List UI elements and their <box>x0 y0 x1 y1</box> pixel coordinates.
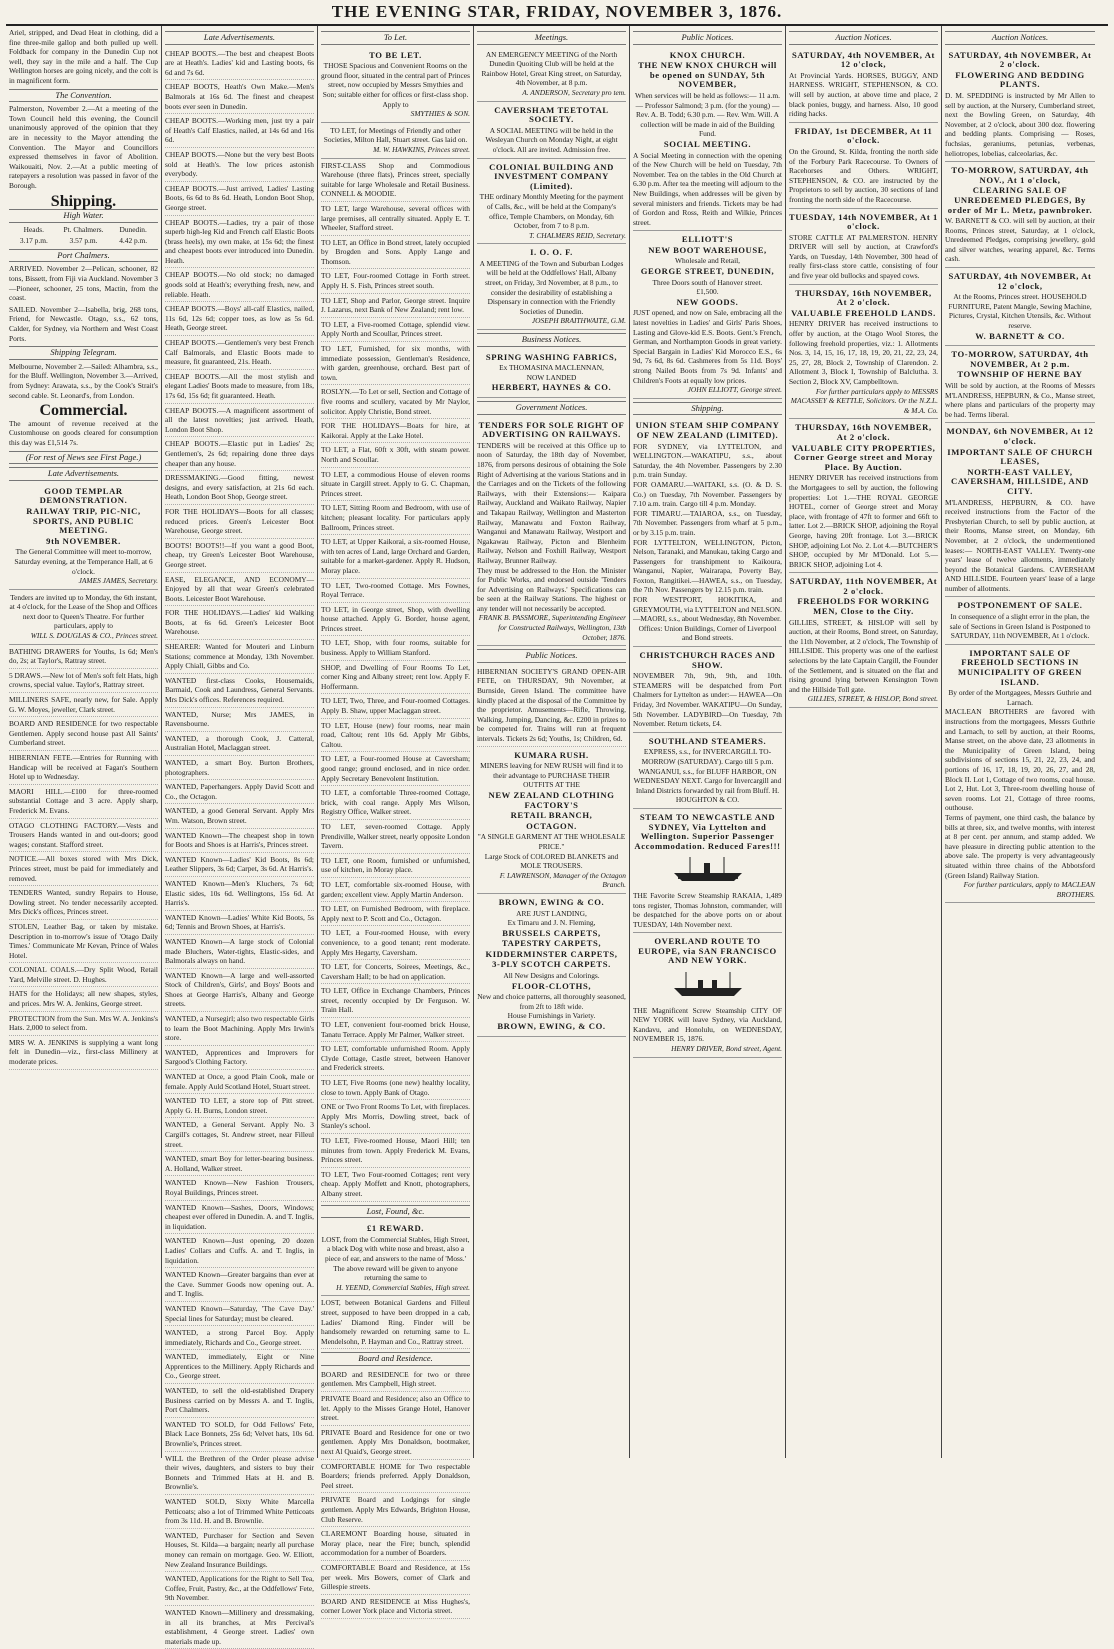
tenders-ad: Tenders are invited up to Monday, the 6th instant, at 4 o'clock, for the Lease of the Shop and Offices next door to Queen's Theatre. For further particulars, apply to WILL S. DOUGLAS & CO., Princes street. <box>9 590 158 645</box>
lost-found-heading: Lost, Found, &c. <box>321 1205 470 1219</box>
quoiting-meeting: AN EMERGENCY MEETING of the North Dunedin Quoiting Club will be held at the Rainbow Hotel, Great King street, on Saturday, 4th November, at 8 p.m. A. ANDERSON, Secretary pro tem. <box>477 47 626 102</box>
high-water-heading: High Water. <box>9 209 158 223</box>
to-let-ad: TO LET, House (new) four rooms, near main road, Caltou; rent 10s 6d. Apply Mr Gibbs, Caltou. <box>321 719 470 753</box>
classified-ad: BOOTS! BOOTS!!—If you want a good Boot, cheap, try Green's Leicester Boot Warehouse, George street. <box>165 539 314 573</box>
small-ad: OTAGO CLOTHING FACTORY.—Vests and Trousers Hands wanted in and out-doors; good wages; constant. Stafford street. <box>9 819 158 853</box>
sailed-text: SAILED. November 2—Isabella, brig, 268 tons, Friend, for Newcastle. Otago, s.s., 62 tons, Calder, for Sydney, via Northern and West Coast Ports. <box>9 304 158 343</box>
classified-ad: WANTED, Nurse; Mrs JAMES, in Ravensbourne. <box>165 708 314 732</box>
board-ad: PRIVATE Board and Residence for one or two gentlemen. Apply Mrs Donaldson, bootmaker, next Al Quaid's, George street. <box>321 1426 470 1460</box>
classified-ad: WANTED Known—Greater bargains than ever at the Cave. Summer Goods now opening out. A. and T. Inglis. <box>165 1268 314 1302</box>
classified-ad: CHEAP BOOTS.—All the most stylish and elegant Ladies' Boots made to measure, from 18s, 17s 6d, 15s 6d; fit guaranteed. Heath. <box>165 370 314 404</box>
herne-bay-auction: TO-MORROW, SATURDAY, 4th NOVEMBER, At 2 p.m. TOWNSHIP OF HERNE BAY Will be sold by auction, at the Rooms of Messrs M'LANDRESS, HEPBURN, & Co., Manse street, where plans and particulars of the property may be had. Terms liberal. <box>945 346 1095 423</box>
commercial-text: The amount of revenue received at the Customhouse on goods cleared for consumption this day was £1,514 7s. <box>9 418 158 447</box>
classified-ad: WANTED SOLD, Sixty White Marcella Petticoats; also a lot of Trimmed White Petticoats from 3s 11d. H. and B. Brownlie. <box>165 1495 314 1529</box>
hillside-auction: SATURDAY, 11th NOVEMBER, At 2 o'clock. FREEHOLDS FOR WORKING MEN, Close to the City. GILLIES, STREET, & HISLOP will sell by auction, at their Rooms, Bond street, on Saturday, the 11th November, at 2 o'clock, The Township of HILLSIDE. This property was one of the earliest selections by the late Captain Cargill, the Founder of the Settlement, and is situated on the flat and rising ground lying between Kensington Town and the Hillside Toll gate. GILLIES, STREET, & HISLOP, Bond street. <box>789 573 938 708</box>
elliott-ad: ELLIOTT'S NEW BOOT WAREHOUSE, Wholesale and Retail, GEORGE STREET, DUNEDIN, Three Doors south of Hanover street. £1,500. NEW GOODS. JUST opened, and now on Sale, embracing all the latest novelties in Ladies' and Girls' Paris Shoes, Lasting and Glove-kid E.S. Boots. Gent.'s French, German, and Northampton Goods in great variety. Special Bargain in Ladies' Kid Morocco E.S., 6s 9d, 7s 6d, 8s 6d. Cashmeres from 5s 11d. Boys' strong Nailed Boots from 7s 9d. Infants' and Children's Foots at equally low prices. JOHN ELLIOTT, George street. <box>633 231 782 399</box>
to-let-ad: TO LET, a Four-roomed House, with every convenience, to a good tenant; rent moderate. Apply Mrs Hegarty, Caversham. <box>321 926 470 960</box>
to-let-ad: TO LET, comfortable unfurnished Room. Apply Clyde Cottage, Castle street, between Hanover and Frederick streets. <box>321 1042 470 1076</box>
classified-ad: CHEAP BOOTS.—Just arrived, Ladies' Lasting Boots, 6s 6d to 8s 6d. Heath, London Boot Shop, George street. <box>165 182 314 216</box>
classified-ad: WANTED Known—Sashes, Doors, Windows; cheapest ever offered in Dunedin. A. and T. Inglis, in liquidation. <box>165 1201 314 1235</box>
to-let-ad: TO LET, at Upper Kaikorai, a six-roomed House, with ten acres of Land, large Orchard and Garden, suitable for a market-gardener. Apply R. Hudson, Moray place. <box>321 535 470 578</box>
cattle-auction: TUESDAY, 14th NOVEMBER, At 1 o'clock. STORE CATTLE AT PALMERSTON. HENRY DRIVER will sell by auction, at Crawford's Yards, on Tuesday, 14th November, 300 head of really first-class store cattle, consisting of four and five year old bullocks and spayed cows. <box>789 209 938 285</box>
to-let-ad: TO LET, Shop and Parlor, George street. Inquire J. Lazarus, next Bank of New Zealand; rent low. <box>321 294 470 318</box>
classified-ad: CHEAP BOOTS.—Boys' all-calf Elastics, nailed, 11s 6d, 12s 6d; copper toes, as low as 5s 6d. Heath, George street. <box>165 302 314 336</box>
classified-ad: WANTED Known—A large stock of Colonial made Bluchers, Water-tights, Elastic-sides, and Balmorals always on hand. <box>165 935 314 969</box>
racing-intro: Ariel, stripped, and Dead Heat in clothing, did a fine three-mile gallop and both pulled up well. Foldback for company in the Dunedin Cup not well, they say in the mile and a half. The Cup Wellington horses are going nicely, and the colt is in magnificent form. <box>9 28 158 85</box>
columns <box>6 26 1108 1646</box>
small-ad: HIBERNIAN FETE.—Entries for Running with Handicap will be received at Fagan's Southern Hotel up to Wednesday. <box>9 751 158 785</box>
business-heading: Business Notices. <box>477 333 626 347</box>
classified-ad: DRESSMAKING.—Good fitting, newest designs, and every satisfaction, at 21s 6d each. Heath, London Boot Shop, George street. <box>165 471 314 505</box>
public-heading: Public Notices. <box>477 649 626 663</box>
reward-ad: £1 REWARD. LOST, from the Commercial Stables, High Street, a black Dog with white nose and breast, also a piece of ear, and answers to the name of 'Moss.' The above reward will be given to anyone returning the same to H. YEEND, Commercial Stables, High street. <box>321 1220 470 1296</box>
classified-ad: WANTED Known—Just opening, 20 dozen Ladies' Collars and Cuffs. A. and T. Inglis, in liquidation. <box>165 1234 314 1268</box>
classified-ad: WANTED, to sell the old-established Drapery Business carried on by Messrs A. and T. Inglis, Port Chalmers. <box>165 1384 314 1418</box>
plants-auction: SATURDAY, 4th NOVEMBER, At 2 o'clock. FLOWERING AND BEDDING PLANTS. D. M. SPEDDING is instructed by Mr Allen to sell by auction, at the Nursery, Cumberland street, next the Bowling Green, on Saturday, 4th November, at 2 o'clock, about 300 doz. flowering and bedding plants. Comprising — Roses, fuchsias, geraniums, petunias, verbenas, heliotropes, lobelias, calceolarias, &c. <box>945 47 1095 163</box>
to-let-ad: TO LET, Shop, with four rooms, suitable for business. Apply to William Stanford. <box>321 636 470 660</box>
classified-ad: CHEAP BOOTS.—Working men, just try a pair of Heath's Calf Elastics, nailed, at 14s 6d and 16s 6d. <box>165 114 314 148</box>
port-heading: Port Chalmers. <box>9 249 158 263</box>
classified-ad: WANTED, a smart Boy. Burton Brothers, photographers. <box>165 756 314 780</box>
column-2 <box>162 26 318 1646</box>
classified-ad: WANTED Known—Ladies' Kid Boots, 8s 6d; Leather Slippers, 3s 6d; Carpet, 3s 6d. At Harris's. <box>165 853 314 877</box>
late-ads-heading: Late Advertisements. <box>9 467 158 481</box>
classified-ad: CHEAP BOOTS.—Ladies, try a pair of those superb high-leg Kid and French calf Elastic Boots (brass heels), my own make, at 15s 6d; the finest and cheapest boots ever introduced into Dunedin. Heath. <box>165 216 314 269</box>
to-let-ad: TO LET, an Office in Bond street, lately occupied by Brogden and Sons. Apply Lange and Thomson. <box>321 236 470 270</box>
to-let-ad: TO LET, a comfortable Three-roomed Cottage, brick, with coal range. Apply Mrs Wilson, Registry Office, Walker street. <box>321 786 470 820</box>
lost-ring-ad: LOST, between Botanical Gardens and Filleul street, supposed to have been dropped in a cab, Ladies' Diamond Ring. Finder will be handsomely rewarded on returning same to L. Mendelsohn, P. Hayman and Co., Rattray street. <box>321 1296 470 1349</box>
christchurch-races-ad: CHRISTCHURCH RACES AND SHOW. NOVEMBER 7th, 9th, 9th, and 10th. STEAMERS will be despatched from Port Chalmers for Lyttelton as under:— HAWEA—On Friday, 3rd November. WAKATIPU—On Sunday, 5th November. LADYBIRD—On Tuesday, 7th November. Return tickets, £4. <box>633 647 782 733</box>
column-1 <box>6 26 162 1458</box>
classified-ad: WANTED Known—A large and well-assorted Stock of Children's, Girls', and Boys' Boots and Shoes at George Harris's, Albany and George streets. <box>165 969 314 1012</box>
union-steam-ad: UNION STEAM SHIP COMPANY OF NEW ZEALAND (LIMITED). FOR SYDNEY, via LYTTELTON, and WELLINGTON.—WAKATIPU, s.s., about Saturday, the 4th November. Passengers by 2.30 p.m. train Sunday. FOR OAMARU.—WAITAKI, s.s. (O. & D. S. Co.) on Tuesday, 7th November. Passengers by 7.10 a.m. train. Cargo till 4 p.m. Monday. FOR TIMARU.—TAIAROA, s.s., on Tuesday, 7th November. Passengers from wharf at 5 p.m., or by 3.15 p.m. train. FOR LYTTELTON, WELLINGTON, Picton, Nelson, Taranaki, and Manukau, taking Cargo and Passengers for transhipment to Kaikoura, Wanganui, Napier, Wairarapa, Poverty Bay, Foxton, Rangitikei.—HAWEA, s.s., on Tuesday, the 7th Nov. Passengers by 12.15 p.m. train. FOR WESTPORT, HOKITIKA, and GREYMOUTH, via LYTTELTON and NELSON.—MAORI, s.s., about Wednesday, 8th November. Offices: Union Buildings, Corner of Liverpool and Bond streets. <box>633 417 782 647</box>
to-let-ad: TO LET, Two, Three, and Four-roomed Cottages. Apply B. Shaw, upper Maclaggan street. <box>321 694 470 718</box>
board-ad: BOARD AND RESIDENCE at Miss Hughes's, corner Lower York place and Victoria street. <box>321 1595 470 1619</box>
teetotal-meeting: CAVERSHAM TEETOTAL SOCIETY. A SOCIAL MEETING will be held in the Wesleyan Church on Monday Night, at eight o'clock. All are invited. Admission free. <box>477 102 626 159</box>
classified-ad: SHEARER: Wanted for Mouteri and Linburn Stations; commence at Monday, 13th November. Apply Chiall, Gibbs and Co. <box>165 640 314 674</box>
to-let-ad: ONE or Two Front Rooms To Let, with fireplaces. Apply Mrs Morris, Dowling street, back of Stanley's school. <box>321 1100 470 1134</box>
board-list <box>321 1368 470 1619</box>
masthead: THE EVENING STAR, FRIDAY, NOVEMBER 3, 1876. <box>6 0 1108 26</box>
classified-ad: EASE, ELEGANCE, AND ECONOMY—Enjoyed by all that wear Green's celebrated Boots. Leicester Boot Warehouse. <box>165 573 314 607</box>
telegram-heading: Shipping Telegram. <box>9 346 158 360</box>
board-ad: BOARD and RESIDENCE for two or three gentlemen. Mrs Campbell, High street. <box>321 1368 470 1392</box>
convention-text: Palmerston, November 2.—At a meeting of the Town Council held this evening, the Council unanimously approved of the opinion that they are in necessity to the Mayor attending the Convention. The Mayor and Councillors expressed themselves in favor of Abolition. Waikouaiti, Nov. 2.—At a public meeting of ratepayers a resolution was passed in favor of the Borough. <box>9 104 158 190</box>
gov-heading: Government Notices. <box>477 401 626 415</box>
board-ad: COMFORTABLE Board and Residence, at 15s per week. Mrs Bowers, corner of Clark and Gillespie streets. <box>321 1561 470 1595</box>
to-let-ad: TO LET, a Four-roomed House at Caversham; good range; ground enclosed, and in nice order. Apply Secretary Benevolent Institution. <box>321 752 470 786</box>
to-let-ad: TO LET, large Warehouse, several offices with large premises, all centrally situated. Apply E. T. Wheeler, Stafford street. <box>321 202 470 236</box>
small-ad: HATS for the Holidays; all new shapes, styles, and prices. Mrs W. A. Jenkins, George street. <box>9 987 158 1011</box>
to-let-ad: TO LET, on Furnished Bedroom, with fireplace. Apply next to P. Scott and Co., Octagon. <box>321 902 470 926</box>
classified-ad: FOR THE HOLIDAYS.—Ladies' kid Walking Boots, at 6s 6d. Green's Leicester Boot Warehouse. <box>165 606 314 640</box>
classified-ad: WANTED, Apprentices and Improvers for Sargood's Clothing Factory. <box>165 1046 314 1070</box>
late-ads-heading-2: Late Advertisements. <box>165 31 314 45</box>
furniture-auction: SATURDAY, 4th NOVEMBER, At 12 o'clock, At the Rooms, Princes street. HOUSEHOLD FURNITURE, Patent Mangle, Sewing Machine, Pictures, Crystal, Kitchen Utensils, &c. Without reserve. W. BARNETT & CO. <box>945 268 1095 346</box>
southland-ad: SOUTHLAND STEAMERS. EXPRESS, s.s., for INVERCARGILL TO-MORROW (SATURDAY). Cargo till 5 p.m. WANGANUI, s.s., for BLUFF HARBOR, ON WEDNESDAY NEXT. Cargo for Invercargill and Inland Districts forwarded by rail from Bluff. H. HOUGHTON & CO. <box>633 733 782 809</box>
column-4 <box>474 26 630 1458</box>
to-let-ad: TO LET, Four-roomed Cottage in Forth street. Apply H. S. Fish, Princes street south. <box>321 269 470 293</box>
classified-ad: WANTED at Once, a good Plain Cook, male or female. Apply Auld Scotland Hotel, Stuart street. <box>165 1070 314 1094</box>
board-ad: CLAREMONT Boarding house, situated in Moray place, near the Fire; bunch, splendid accommodation for a number of Boarders. <box>321 1527 470 1561</box>
classified-ad: WANTED, Paperhangers. Apply David Scott and Co., the Octagon. <box>165 780 314 804</box>
small-ad: 5 DRAWS.—New lot of Men's soft felt Hats, high crowns, special value. Taylor's, Rattray street. <box>9 669 158 693</box>
classified-ad: WANTED, a Nursegirl; also two respectable Girls to learn the Boot Machining. Apply Mrs Irwin's store. <box>165 1012 314 1046</box>
board-ad: COMFORTABLE HOME for Two respectable Boarders; friends preferred. Apply Donaldson, Peel street. <box>321 1460 470 1494</box>
classified-ad: WANTED Known—Ladies' White Kid Boots, 5s 6d; Tennis and Brown Shoes, at Harris's. <box>165 911 314 935</box>
classified-ad: CHEAP BOOTS.—No old stock; no damaged goods sold at Heath's; everything fresh, new, and reliable. Heath. <box>165 268 314 302</box>
to-let-ad: TO LET, Two-roomed Cottage. Mrs Fownes, Royal Terrace. <box>321 579 470 603</box>
classified-ad: WANTED, smart Boy for letter-bearing business. A. Holland, Walker street. <box>165 1152 314 1176</box>
to-let-heading: To Let. <box>321 31 470 45</box>
classified-ad: CHEAP BOOTS.—None but the very best Boots sold at Heath's. The low prices astonish everybody. <box>165 148 314 182</box>
to-let-ad: TO LET, Furnished, for six months, with immediate possession, Gentleman's Residence, with garden, greenhouse, orchard. Best part of town. <box>321 342 470 385</box>
to-let-ad: TO LET, Office in Exchange Chambers, Princes street, recently occupied by Dr Ferguson. W. Train Hall. <box>321 984 470 1018</box>
shipping-heading: Shipping. <box>50 192 117 210</box>
classified-ad: WANTED Known—New Fashion Trousers, Royal Buildings, Princes street. <box>165 1176 314 1200</box>
news-note: (For rest of News see First Page.) <box>9 451 158 465</box>
kumara-ad: KUMARA RUSH. MINERS leaving for NEW RUSH will find it to their advantage to PURCHASE THEIR OUTFITS AT THE NEW ZEALAND CLOTHING FACTORY'S RETAIL BRANCH, OCTAGON. "A SINGLE GARMENT AT THE WHOLESALE PRICE." Large Stock of COLORED BLANKETS and MOLE TROUSERS. F. LAWRENSON, Manager of the Octagon Branch. <box>477 747 626 894</box>
classified-ad: WANTED Known—The cheapest shop in town for Boots and Shoes is at Harris's, Princes street. <box>165 829 314 853</box>
to-let-ad: TO LET, comfortable six-roomed House, with garden; excellent view. Apply Martin Anderson. <box>321 878 470 902</box>
to-let-ad: TO LET, for Concerts, Soirees, Meetings, &c., Caversham Hall; to be had on application. <box>321 960 470 984</box>
arrived-text: ARRIVED. November 2—Pelican, schooner, 82 tons, Bissett, from Fiji via Auckland. November 3—Pioneer, schooner, 25 tons, Mactin, from the coast. <box>9 264 158 303</box>
to-let-ad: TO LET, Sitting Room and Bedroom, with use of kitchen; pleasant locality. For particulars apply Ballroom, Princes street. <box>321 501 470 535</box>
classified-ad: CHEAP BOOTS.—Elastic put in Ladies' 2s; Gentlemen's, 2s 6d; repairing done three days cheaper than any house. <box>165 437 314 471</box>
small-ad: BOARD AND RESIDENCE for two respectable Gentlemen. Apply second house past All Saints' Cumberland street. <box>9 717 158 751</box>
column-7 <box>942 26 1098 1458</box>
to-let-ad: TO LET, one Room, furnished or unfurnished, use of kitchen, in Moray place. <box>321 854 470 878</box>
hibernian-fete: HIBERNIAN SOCIETY'S GRAND OPEN-AIR FETE, on THURSDAY, 9th November, at Burnside, Green Island. The committee have kindly placed at the disposal of the Committee by the proprietor. Amusements—Rifle, Throwing, Walking, Jumping, Dancing, &c. £200 in prizes to be competed for. Trains will run at frequent intervals. Tickets 2s 6d; Youths, 1s; Children, 6d. <box>477 665 626 747</box>
classified-ad: FOR THE HOLIDAYS—Boots for all classes; reduced prices. Green's Leicester Boot Warehouse, George street. <box>165 505 314 539</box>
small-ad: MAORI HILL.—£100 for three-roomed substantial Cottage and 3 acre. Apply sharp, Frederick M. Evans. <box>9 785 158 819</box>
to-let-ad: TO LET, seven-roomed Cottage. Apply Prendiville, Walker street, nearly opposite London Tavern. <box>321 820 470 854</box>
column-3 <box>318 26 474 1616</box>
to-let-ad: TO LET, Two Four-roomed Cottages; rent very cheap. Apply Moffett and Knott, photographers, Albany street. <box>321 1168 470 1202</box>
auction-heading-2: Auction Notices. <box>945 31 1095 45</box>
horses-auction: SATURDAY, 4th NOVEMBER, At 12 o'clock, At Provincial Yards. HORSES, BUGGY, AND HARNESS. WRIGHT, STEPHENSON, & CO. will sell by auction, at above time and place, 2 black ponies, buggy, and harness. Also, 10 good riding hacks. <box>789 47 938 123</box>
to-let-ad: TO LET, a Five-roomed Cottage, splendid view. Apply North and Scoullar, Princes street. <box>321 318 470 342</box>
small-ad: STOLEN, Leather Bag, or taken by mistake. Description in to-morrow's issue of 'Otago Daily Times.' Communicate Mr Kevan, Prince of Wales Hotel. <box>9 920 158 963</box>
steamship-icon <box>668 855 748 885</box>
telegram-text: Melbourne, November 2.—Sailed: Alhambra, s.s., for the Bluff. Wellington, November 3.—Arrived, from Sydney: Arawata, s.s., by the Cook's Strait's second cable. St. Leonard's, from London. <box>9 361 158 400</box>
to-let-ad: TO LET, a Flat, 60ft x 30ft, with steam power. North and Scoullar. <box>321 443 470 467</box>
pledges-auction: TO-MORROW, SATURDAY, 4th NOV., At 1 o'clock, CLEARING SALE OF UNREDEEMED PLEDGES, By order of Mr L. Metz, pawnbroker. W. BARNETT & CO. will sell by auction, at their Rooms, Princes street, Saturday, at 1 o'clock, Unredeemed Pledges, comprising jewellery, gold and silver watches, wearing apparel, &c. Terms cash. <box>945 162 1095 268</box>
railway-tender: TENDERS FOR SOLE RIGHT OF ADVERTISING ON RAILWAYS. TENDERS will be received at this Office up to noon of Saturday, the 18th day of November, 1876, from persons desirous of obtaining the Sole Right of Advertising at the various Stations and in the Carriages and on the Tickets of the following Railways, with their Extensions:— Kaipara Railway, Auckland and Waikato Railway, Napier and Takapau Railway, Wellington and Masterton Railway, Manawatu and Foxton Railway, Wanganui and Manawatu Railway, Westport and Ngakawau Railway, Picton and Blenheim Railway, Nelson and Foxhill Railway, Westport Railway, Brunner Railway. They must be addressed to the Hon. the Minister for Public Works, and endorsed outside 'Tenders for Advertising on Railways.' Specifications can be seen at the Railway Stations. The highest or any tender will not necessarily be accepted. FRANK B. PASSMORE, Superintending Engineer for Constructed Railways, Wellington, 13th October, 1876. <box>477 417 626 647</box>
classified-ad: WANTED Known—Millinery and dressmaking, in all its branches, at Mrs Percival's establishment, 4 George street. Ladies' own materials made up. <box>165 1606 314 1649</box>
classified-ad: WANTED Known—Saturday, 'The Cave Day.' Special lines for Saturday; must be cleared. <box>165 1302 314 1326</box>
small-ad: PROTECTION from the Sun. Mrs W. A. Jenkins's Hats. 2,000 to select from. <box>9 1012 158 1036</box>
classified-ad: WANTED, Purchaser for Section and Seven Houses, St. Kilda—a bargain; nearly all purchase money can remain on mortgage. Geo. W. Elliott, New Zealand Insurance Buildings. <box>165 1529 314 1572</box>
brown-ewing-ad: BROWN, EWING & CO. ARE JUST LANDING, Ex Timaru and J. N. Fleming, BRUSSELS CARPETS, TAPESTRY CARPETS, KIDDERMINSTER CARPETS, 3-PLY SCOTCH CARPETS. All New Designs and Colorings. FLOOR-CLOTHS, New and choice patterns, all thoroughly seasoned, from 2ft to 18ft wide. House Furnishings in Variety. BROWN, EWING, & CO. <box>477 894 626 1037</box>
classified-ad: WANTED TO SOLD, for Odd Fellows' Fete, Black Lace Bonnets, 25s 6d; Velvet hats, 10s 6d. Brownlie's, Princes street. <box>165 1418 314 1452</box>
classified-ad: WANTED, Applications for the Right to Sell Tea, Coffee, Fruit, Pastry, &c., at the Oddfellows' Fete, 9th November. <box>165 1572 314 1606</box>
small-ad: BATHING DRAWERS for Youths, 1s 6d; Men's do, 2s; at Taylor's, Rattray street. <box>9 645 158 669</box>
st-kilda-auction: FRIDAY, 1st DECEMBER, At 11 o'clock. On the Ground, St. Kilda, fronting the north side of the Forbury Park Racecourse. To Owners of Racehorses and Others. WRIGHT, STEPHENSON, & CO. are instructed by the Proprietors to sell by auction, 30 sections of land fronting the north side of the Racecourse. <box>789 123 938 209</box>
knox-church-ad: KNOX CHURCH. THE NEW KNOX CHURCH will be opened on SUNDAY, 5th NOVEMBER, When services will be held as follows:— 11 a.m. — Professor Salmond; 3 p.m. (for the young) — Rev. A. B. Todd; 6.30 p.m. — Rev. Wm. Will. A collection will be made in aid of the Building Fund. SOCIAL MEETING. A Social Meeting in connection with the opening of the New Church will be held on Tuesday, 7th November. Tea on the tables in the Old Church at 6.30 p.m. After tea the meeting will adjourn to the New Buildings, when addresses will be given by several ministers and friends. Tickets may be had of Gordon and Ross, Reith and Wilkie, Princes street. <box>633 47 782 232</box>
tide-values: 3.17 p.m. 3.57 p.m. 4.42 p.m. <box>19 236 148 246</box>
column-6 <box>786 26 942 1458</box>
tide-labels: Heads. Pt. Chalmers. Dunedin. <box>23 224 147 234</box>
templar-ad: GOOD TEMPLAR DEMONSTRATION. RAILWAY TRIP, PIC-NIC, SPORTS, AND PUBLIC MEETING. 9th NOVEMBER. The General Committee will meet to-morrow, Saturday evening, at the Temperance Hall, at 6 o'clock. JAMES JAMES, Secretary. <box>9 483 158 590</box>
convention-heading: The Convention. <box>9 89 158 103</box>
building-meeting: COLONIAL BUILDING AND INVESTMENT COMPANY (Limited). THE ordinary Monthly Meeting for the payment of Calls, &c., will be held at the Company's office, Temple Chambers, on Monday, 6th October, from 7 to 8 p.m. T. CHALMERS REID, Secretary. <box>477 159 626 245</box>
classified-ad: WILL the Brethren of the Order please advise their wives, daughters, and sisters to buy their Bonnets and Trimmed Hats at H. and B. Brownlie's. <box>165 1452 314 1495</box>
milton-hall-ad: TO LET, for Meetings of Friendly and other Societies, Milton Hall, Stuart street. Gas laid on. M. W. HAWKINS, Princes street. <box>321 123 470 159</box>
smythies-ad: TO BE LET. THOSE Spacious and Convenient Rooms on the ground floor, situated in the central part of Princes street, now occupied by Messrs Smythies and Son; suitable either for offices or first-class shop. Apply to SMYTHIES & SON. <box>321 47 470 123</box>
auction-heading: Auction Notices. <box>789 31 938 45</box>
col3-to-let-list <box>321 159 470 1202</box>
to-let-ad: TO LET, in George street, Shop, with dwelling house attached. Apply G. Border, house agent, Princes street. <box>321 603 470 637</box>
to-let-ad: TO LET, a commodious House of eleven rooms situate in Cargill street. Apply to G. C. Chapman, Princes street. <box>321 468 470 502</box>
public-notices-heading: Public Notices. <box>633 31 782 45</box>
freehold-lands-auction: THURSDAY, 16th NOVEMBER, At 2 o'clock. VALUABLE FREEHOLD LANDS. HENRY DRIVER has received instructions to offer by auction, at the Otago Wool Stores, the following freehold properties, viz.: 1. Allotments Nos. 3, 14, 15, 16, 17, 18, 19, 20, 21, 22, 23, 24, 25, 27, 28, Block 2, Township of Clarendon. 2. Allotment 3, Block I, Township of Balclutha. 3. Section 2, Block XV, Campbelltown. For further particulars apply to MESSRS MACASSEY & KETTLE, Solicitors. Or the N.Z.L. & M.A. Co. <box>789 285 938 420</box>
to-let-ad: FIRST-CLASS Shop and Commodious Warehouse (three flats), Princes street, specially suitable for large Wholesale and Retail Business. CONNELL & MOODIE. <box>321 159 470 202</box>
classified-ad: CHEAP BOOTS.—Gentlemen's very best French Calf Balmorals, and Elastic Boots made to measure, fit guaranteed, 21s. Heath. <box>165 336 314 370</box>
classified-ad: WANTED, a thorough Cook, J. Catteral, Australian Hotel, Maclaggan street. <box>165 732 314 756</box>
small-ad: NOTICE.—All boxes stored with Mrs Dick, Princes street, must be paid for immediately and removed. <box>9 852 158 886</box>
city-properties-auction: THURSDAY, 16th NOVEMBER, At 2 o'clock. VALUABLE CITY PROPERTIES, Corner George street and Moray Place. By Auction. HENRY DRIVER has received instructions from the Mortgagees to sell by auction, the following properties: Lot 1.—THE ROYAL GEORGE HOTEL, corner of George street and Moray place, with frontage of 47ft to former and 66ft to latter. Lot 2.—BRICK SHOP, adjoining the Royal George, having 20ft frontage. Lot 3.—BRICK SHOP, adjoining Lot No. 2. Lot 4.—BUTCHER'S SHOP, occupied by Mr M'Donald. Lot 5.—BRICK SHOP, adjoining Lot 4. <box>789 419 938 573</box>
classified-ad: WANTED, a General Servant. Apply No. 3 Cargill's cottages, St. Andrew street, near Filleul street. <box>165 1118 314 1152</box>
classified-ad: CHEAP BOOTS.—A magnificent assortment of all the latest novelties; just arrived. Heath, London Boot Shop. <box>165 404 314 438</box>
to-let-ad: SHOP, and Dwelling of Four Rooms To Let, corner King and Albany street; rent low. Apply F. Hoffermann. <box>321 661 470 695</box>
classified-ad: WANTED, immediately, Eight or Nine Apprentices to the Millinery. Apply Richards and Co., George street. <box>165 1350 314 1384</box>
to-let-ad: TO LET, Five Rooms (one new) healthy locality, close to town. Apply Bank of Otago. <box>321 1076 470 1100</box>
classified-ad: CHEAP BOOTS, Heath's Own Make.—Men's Balmorals at 16s 6d. The finest and cheapest boots ever seen in Dunedin. <box>165 80 314 114</box>
newcastle-ad: STEAM TO NEWCASTLE AND SYDNEY, Via Lyttelton and Wellington. Superior Passenger Accommodation. Reduced Fares!!! THE Favorite Screw Steamship RAKAIA, 1,489 tons register, Thomas Johnston, commander, will be despatched for the above ports on or about TUESDAY, 14th November next. <box>633 809 782 933</box>
church-leases-auction: MONDAY, 6th NOVEMBER, At 12 o'clock. IMPORTANT SALE OF CHURCH LEASES, NORTH-EAST VALLEY, CAVERSHAM, HILLSIDE, AND CITY. M'LANDRESS, HEPBURN, & CO. have received instructions from the Factor of the Presbyterian Church, to sell by public auction, at their Rooms, Manse street, on Monday, 6th November, at 2 o'clock, the undermentioned leases:— NORTH-EAST VALLEY. Twenty-one years' lease of twelve allotments, immediately beyond the Botanical Gardens. CAVERSHAM AND HILLSIDE. Fourteen years' lease of a large number of allotments. <box>945 423 1095 597</box>
steamship-icon <box>668 970 748 1000</box>
overland-ad: OVERLAND ROUTE TO EUROPE, via SAN FRANCISCO AND NEW YORK. THE Magnificent Screw Steamship CITY OF NEW YORK will leave Sydney, via Auckland, Kandavu, and Honolulu, on WEDNESDAY, NOVEMBER 15, 1876. HENRY DRIVER, Bond street, Agent. <box>633 933 782 1057</box>
to-let-ad: FOR THE HOLIDAYS—Boats for hire, at Kaikorai. Apply at the Lake Hotel. <box>321 419 470 443</box>
classified-ad: WANTED, a good General Servant. Apply Mrs Wm. Watson, Brown street. <box>165 804 314 828</box>
classified-ad: WANTED, a strong Parcel Boy. Apply immediately, Richards and Co., George street. <box>165 1326 314 1350</box>
small-ad: COLONIAL COALS.—Dry Split Wood, Retail Yard, Melville street. D. Hughes. <box>9 963 158 987</box>
to-let-ad: ROSLYN.—To Let or sell, Section and Cottage of five rooms and scullery, vacated by Mr Naylor, solicitor. Apply Christie, Bond street. <box>321 385 470 419</box>
col1-small-ads <box>9 645 158 1070</box>
green-island-auction: IMPORTANT SALE OF FREEHOLD SECTIONS IN MUNICIPALITY OF GREEN ISLAND. By order of the Mortgagees, Messrs Guthrie and Larnach. MACLEAN BROTHERS are favored with instructions from the mortgagees, Messrs Guthrie and Larnach, to sell by auction, at their Rooms, Manse street, on the above date, 23 allotments in the Municipality of Green Island, being subdivisions of sections 15, 21, 22, 23, 24, and portions of 16, 17, 18, 19, 20, 26, 27, and 28, Block II. Lot 1, Cottage of two rooms, coal house. Lot 2, Hut. Lot 3, Three-room dwelling house of seven rooms. Lot 21, Cottage of three rooms, outhouse. Terms of payment, one third cash, the balance by bills at three, six, and twelve months, with interest at 8 per cent. per annum, and stamp added. We have pleasure in directing public attention to the above sale. The property is very advantageously situated within three chains of the Abbotsford (Green Island) Railway Station. For further particulars, apply to MACLEAN BROTHERS. <box>945 645 1095 903</box>
commercial-heading: Commercial. <box>39 402 128 420</box>
board-heading: Board and Residence. <box>321 1352 470 1366</box>
column-5 <box>630 26 786 1458</box>
postponement-notice: POSTPONEMENT OF SALE. In consequence of a slight error in the plan, the sale of Sections in Green Island is Postponed to SATURDAY, 11th NOVEMBER, At 1 o'clock. <box>945 597 1095 644</box>
small-ad: MILLINERS SAFE, nearly new, for Sale. Apply G. W. Moyes, jeweller, Clark street. <box>9 693 158 717</box>
classified-ad: WANTED Known—Men's Kluchers, 7s 6d; Elastic sides, 10s 6d. Wellingtons, 15s 6d. At Harris's. <box>165 877 314 911</box>
col2-ads-list <box>165 47 314 1649</box>
ioof-meeting: I. O. O. F. A MEETING of the Town and Suburban Lodges will be held at the Oddfellows' Hall, Albany street, on Friday, 3rd November, at 8 p.m., to consider the desirability of establishing a Dispensary in connection with the Friendly Societies of Dunedin. JOSEPH BRAITHWAITE, G.M. <box>477 244 626 330</box>
board-ad: PRIVATE Board and Lodgings for single gentlemen. Apply Mrs Edwards, Brighton House, Club Reserve. <box>321 1493 470 1527</box>
spring-fabrics-ad: SPRING WASHING FABRICS, Ex THOMASINA MACLENNAN, NOW LANDED HERBERT, HAYNES & CO. <box>477 349 626 398</box>
small-ad: MRS W. A. JENKINS is supplying a want long felt in Dunedin—viz., first-class Millinery at moderate prices. <box>9 1036 158 1070</box>
classified-ad: CHEAP BOOTS.—The best and cheapest Boots are at Heath's. Ladies' kid and Lasting boots, 6s 6d and 7s 6d. <box>165 47 314 81</box>
board-ad: PRIVATE Board and Residence; also an Office to let. Apply to the Misses Grange Hotel, Hanover street. <box>321 1392 470 1426</box>
meetings-heading: Meetings. <box>477 31 626 45</box>
classified-ad: WANTED TO LET, a store top of Pitt street. Apply G. H. Burns, London street. <box>165 1094 314 1118</box>
classified-ad: WANTED first-class Cooks, Housemaids, Barmaid, Cook and Laundress, General Servants. Mrs Dick's offices. References required. <box>165 674 314 708</box>
shipping-heading-2: Shipping. <box>633 402 782 416</box>
small-ad: TENDERS Wanted, sundry Repairs to House, Dowling street. No tender necessarily accepted. Mrs Dick's offices, Princes street. <box>9 886 158 920</box>
to-let-ad: TO LET, convenient four-roomed brick House, Tanatu Terrace. Apply Mr Palmer, Walker street. <box>321 1018 470 1042</box>
to-let-ad: TO LET, Five-roomed House, Maori Hill; ten minutes from town. Apply Frederick M. Evans, Princes street. <box>321 1134 470 1168</box>
